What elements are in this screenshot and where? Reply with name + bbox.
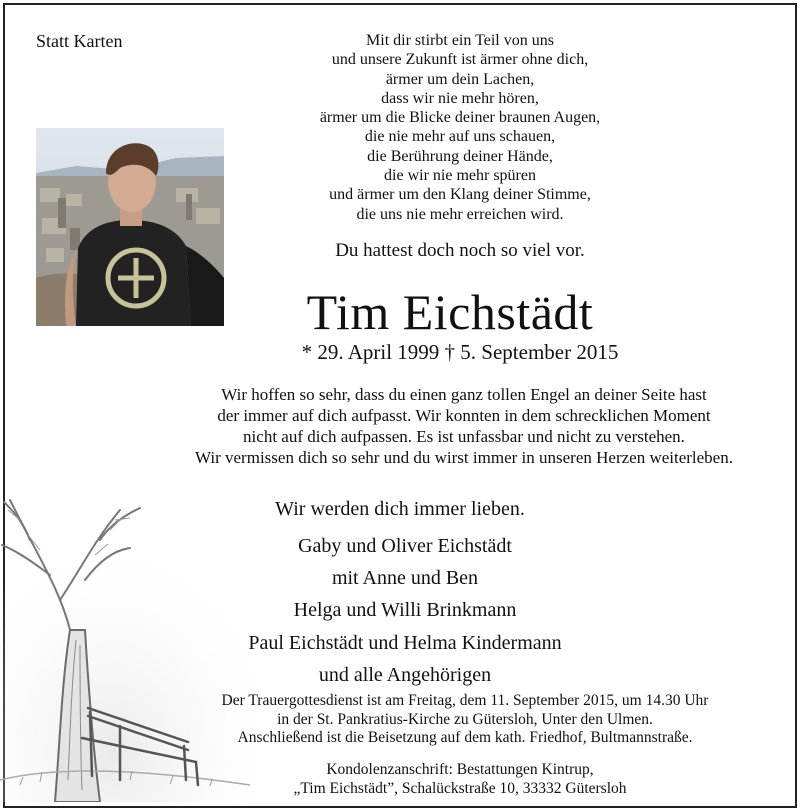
family-line: Paul Eichstädt und Helma Kindermann <box>248 631 562 654</box>
poem-line: und ärmer um den Klang deiner Stimme, <box>329 186 591 204</box>
family-list <box>200 530 610 691</box>
tagline: Du hattest doch noch so viel vor. <box>335 240 585 261</box>
poem-line: die nie mehr auf uns schauen, <box>364 128 556 146</box>
portrait-photo <box>36 128 224 326</box>
poem-line: die uns nie mehr erreichen wird. <box>356 205 564 223</box>
poem-line: ärmer um dein Lachen, <box>385 70 535 88</box>
service-line: Der Trauergottesdienst ist am Freitag, dem 11. September 2015, um 14.30 Uhr <box>221 692 709 709</box>
poem-line: die wir nie mehr spüren <box>384 167 536 185</box>
deceased-name: Tim Eichstädt <box>306 284 594 340</box>
love-line: Wir werden dich immer lieben. <box>275 498 525 520</box>
condolence-line: „Tim Eichstädt”, Schalückstraße 10, 33332 Gütersloh <box>293 779 627 797</box>
family-line: und alle Angehörigen <box>318 663 492 686</box>
statt-karten-label: Statt Karten <box>36 31 123 51</box>
poem-line: Mit dir stirbt ein Teil von uns <box>366 32 554 49</box>
memorial-message <box>120 384 800 468</box>
message-line: Wir hoffen so sehr, dass du einen ganz tollen Engel an deiner Seite hast <box>221 385 707 404</box>
family-line: mit Anne und Ben <box>331 567 479 590</box>
condolence-line: Kondolenzanschrift: Bestattungen Kintrup, <box>326 761 594 778</box>
poem-line: die Berührung deiner Hände, <box>367 147 553 165</box>
poem-line: ärmer um die Blicke deiner braunen Augen, <box>319 109 601 127</box>
message-line: nicht auf dich aufpassen. Es ist unfassbar und nicht zu verstehen. <box>243 427 685 446</box>
message-line: Wir vermissen dich so sehr und du wirst immer in unseren Herzen weiterleben. <box>195 448 733 467</box>
service-line: in der St. Pankratius-Kirche zu Gütersloh, Unter den Ulmen. <box>277 710 653 728</box>
poem-line: und unsere Zukunft ist ärmer ohne dich, <box>331 51 589 69</box>
family-line: Gaby und Oliver Eichstädt <box>298 535 512 557</box>
family-line: Helga und Willi Brinkmann <box>293 599 517 622</box>
service-info <box>160 692 770 748</box>
poem <box>288 31 632 224</box>
condolence-address <box>240 761 680 798</box>
service-line: Anschließend ist die Beisetzung auf dem kath. Friedhof, Bultmannstraße. <box>237 729 693 746</box>
life-dates: * 29. April 1999 † 5. September 2015 <box>301 340 619 364</box>
poem-line: dass wir nie mehr hören, <box>381 89 539 107</box>
message-line: der immer auf dich aufpasst. Wir konnten in dem schrecklichen Moment <box>217 406 711 425</box>
